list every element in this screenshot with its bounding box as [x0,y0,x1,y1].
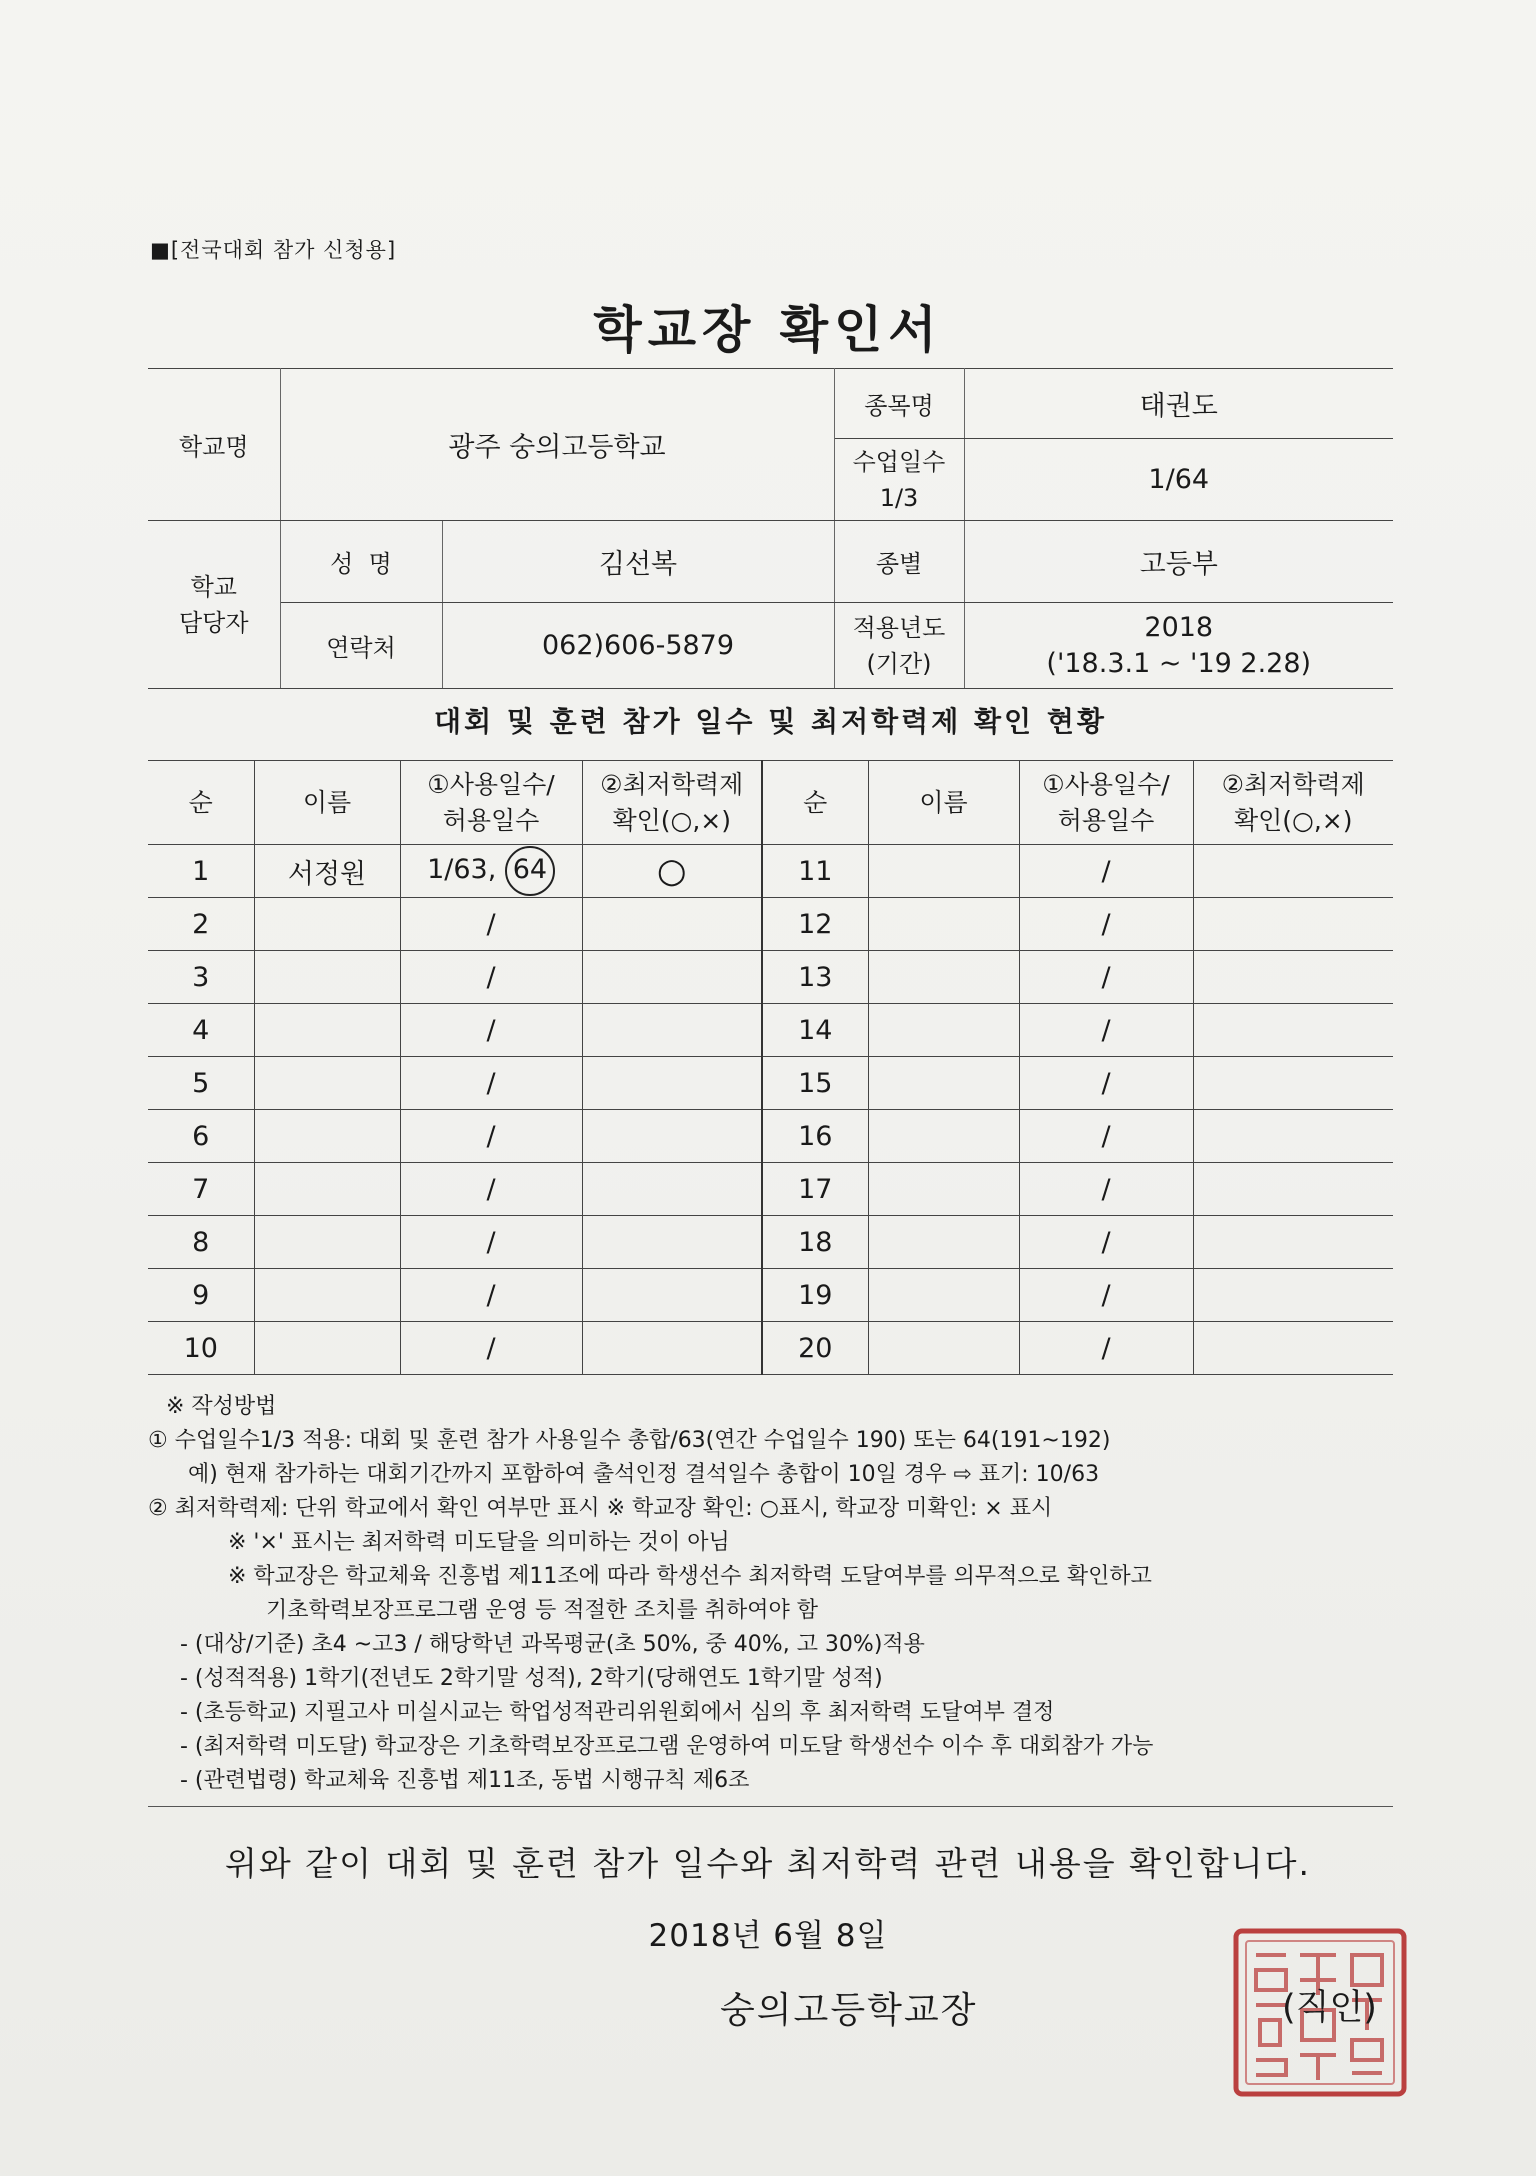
row-name [254,1004,400,1057]
note-line: 예) 현재 참가하는 대회기간까지 포함하여 출석인정 결석일수 총합이 10일 경우 ⇨ 표기: 10/63 [188,1462,1100,1487]
school-label: 학교명 [148,369,280,521]
row-check [582,1163,762,1216]
row-no: 9 [148,1269,254,1322]
row-check-right [1193,1110,1393,1163]
row-name-right [868,845,1019,898]
row-no-right: 13 [762,951,868,1004]
header-no: 순 [148,761,254,845]
table-row [148,1004,1393,1057]
year-value [964,603,1393,689]
row-no-right: 12 [762,898,868,951]
row-days-right: / [1019,1110,1193,1163]
header-days [400,761,582,845]
row-no: 7 [148,1163,254,1216]
table-row [148,1163,1393,1216]
name-value: 김선복 [442,521,834,603]
row-name: 서정원 [254,845,400,898]
row-no: 5 [148,1057,254,1110]
note-line: ※ 학교장은 학교체육 진흥법 제11조에 따라 학생선수 최저학력 도달여부를 의무적으로 확인하고 [228,1564,1152,1589]
note-line: ① 수업일수1/3 적용: 대회 및 훈련 참가 사용일수 총합/63(연간 수업일수 190) 또는 64(191~192) [148,1428,1111,1453]
row-days: / [400,1057,582,1110]
row-days: / [400,1110,582,1163]
division-label: 종별 [834,521,964,603]
contact-label: 연락처 [280,603,442,689]
row-name-right [868,1216,1019,1269]
section-title: 대회 및 훈련 참가 일수 및 최저학력제 확인 현황 [434,705,1107,738]
row-days: / [400,1269,582,1322]
row-check-right [1193,1216,1393,1269]
note-line: - (성적적용) 1학기(전년도 2학기말 성적), 2학기(당해연도 1학기말 성적) [180,1666,883,1691]
header-check-line1: ②최저학력제 [600,769,744,799]
manager-label [148,521,280,689]
row-days: / [400,898,582,951]
header-days-line2: 허용일수 [442,805,540,835]
seal-label: (직인) [1282,1988,1377,2028]
row-name-right [868,898,1019,951]
header-check-right [1193,761,1393,845]
row-name-right [868,1057,1019,1110]
row-name [254,1110,400,1163]
row-name-right [868,1110,1019,1163]
form-tag: ■[전국대회 참가 신청용] [150,238,397,262]
row-check-right [1193,1057,1393,1110]
days-label-line1: 수업일수 [852,447,946,476]
row-no: 4 [148,1004,254,1057]
row-no-right: 20 [762,1322,868,1375]
days-label-line2: 1/3 [879,483,919,512]
notes-heading: ※ 작성방법 [166,1394,277,1419]
row-days-right: / [1019,845,1193,898]
header-name-right: 이름 [868,761,1019,845]
row-check-right [1193,845,1393,898]
row-check [582,1269,762,1322]
table-row [148,951,1393,1004]
row-check [582,951,762,1004]
row-days-right: / [1019,1057,1193,1110]
table-row [148,1057,1393,1110]
row-no: 3 [148,951,254,1004]
row-check [582,1110,762,1163]
divider [148,1806,1393,1807]
table-header-row [148,761,1393,845]
table-row [148,845,1393,898]
year-label-line1: 적용년도 [852,613,946,642]
row-name-right [868,1004,1019,1057]
event-label: 종목명 [834,369,964,439]
year-label-line2: (기간) [866,649,932,678]
row-name [254,1163,400,1216]
row-days-right: / [1019,951,1193,1004]
row-name [254,1322,400,1375]
note-line: - (관련법령) 학교체육 진흥법 제11조, 동법 시행규칙 제6조 [180,1768,750,1793]
confirmation-text: 위와 같이 대회 및 훈련 참가 일수와 최저학력 관련 내용을 확인합니다. [225,1844,1311,1883]
row-days-text: 1/63, [427,854,497,885]
table-row [148,1269,1393,1322]
contact-value: 062)606-5879 [442,603,834,689]
division-value: 고등부 [964,521,1393,603]
row-days-right: / [1019,898,1193,951]
row-check-right [1193,1004,1393,1057]
table-row [148,1110,1393,1163]
principal-signature: 숭의고등학교장 [720,1990,978,2031]
year-value-line2: ('18.3.1 ~ '19 2.28) [1046,647,1312,679]
row-check [582,1004,762,1057]
row-days: / [400,1004,582,1057]
row-days-right: / [1019,1004,1193,1057]
name-label: 성 명 [280,521,442,603]
row-no-right: 17 [762,1163,868,1216]
row-check: ○ [582,845,762,898]
row-days: / [400,1163,582,1216]
header-no-right: 순 [762,761,868,845]
row-name [254,1057,400,1110]
row-no: 10 [148,1322,254,1375]
manager-label-line2: 담당자 [178,608,249,637]
table-row [148,898,1393,951]
row-no: 1 [148,845,254,898]
school-value: 광주 숭의고등학교 [280,369,834,521]
row-days-right: / [1019,1269,1193,1322]
row-check [582,1322,762,1375]
row-days: / [400,1322,582,1375]
info-table [148,368,1393,689]
row-name-right [868,1322,1019,1375]
header-check-right-line2: 확인(○,×) [1233,805,1353,835]
row-name-right [868,1163,1019,1216]
row-no-right: 15 [762,1057,868,1110]
row-days-right: / [1019,1163,1193,1216]
row-check-right [1193,1322,1393,1375]
row-no-right: 16 [762,1110,868,1163]
row-check [582,1057,762,1110]
row-no: 8 [148,1216,254,1269]
header-check-right-line1: ②최저학력제 [1221,769,1365,799]
header-name: 이름 [254,761,400,845]
row-no: 2 [148,898,254,951]
year-value-line1: 2018 [1144,611,1214,643]
table-row [148,1322,1393,1375]
row-check-right [1193,951,1393,1004]
row-name-right [868,951,1019,1004]
header-days-right [1019,761,1193,845]
note-line: ② 최저학력제: 단위 학교에서 확인 여부만 표시 ※ 학교장 확인: ○표시, 학교장 미확인: × 표시 [148,1496,1053,1521]
row-check [582,1216,762,1269]
note-line: - (대상/기준) 초4 ~고3 / 해당학년 과목평균(초 50%, 중 40%, 고 30%)적용 [180,1632,925,1657]
header-check-line2: 확인(○,×) [612,805,731,835]
event-value: 태권도 [964,369,1393,439]
row-check-right [1193,1163,1393,1216]
row-name [254,1269,400,1322]
participation-table [148,760,1393,1375]
header-check [582,761,762,845]
row-days [400,845,582,898]
row-name-right [868,1269,1019,1322]
header-days-right-line1: ①사용일수/ [1042,769,1170,799]
page-title: 학교장 확인서 [593,301,943,359]
row-days-right: / [1019,1216,1193,1269]
table-row [148,1216,1393,1269]
note-line: 기초학력보장프로그램 운영 등 적절한 조치를 취하여야 함 [266,1598,819,1623]
manager-label-line1: 학교 [190,572,237,601]
days-label [834,439,964,521]
row-no: 6 [148,1110,254,1163]
row-no-right: 11 [762,845,868,898]
row-name [254,898,400,951]
row-no-right: 18 [762,1216,868,1269]
row-no-right: 14 [762,1004,868,1057]
row-name [254,951,400,1004]
row-check-right [1193,898,1393,951]
header-days-right-line2: 허용일수 [1057,805,1155,835]
note-line: - (초등학교) 지필고사 미실시교는 학업성적관리위원회에서 심의 후 최저학력 도달여부 결정 [180,1700,1055,1725]
days-value: 1/64 [964,439,1393,521]
header-days-line1: ①사용일수/ [427,769,555,799]
row-name [254,1216,400,1269]
note-line: - (최저학력 미도달) 학교장은 기초학력보장프로그램 운영하여 미도달 학생선수 이수 후 대회참가 가능 [180,1734,1154,1759]
instructions [148,1390,1393,1798]
note-line: ※ '×' 표시는 최저학력 미도달을 의미하는 것이 아님 [228,1530,730,1555]
row-days: / [400,951,582,1004]
row-days-circled: 64 [505,846,555,896]
row-days-right: / [1019,1322,1193,1375]
row-days: / [400,1216,582,1269]
row-check [582,898,762,951]
issue-date: 2018년 6월 8일 [648,1918,888,1954]
row-no-right: 19 [762,1269,868,1322]
row-check-right [1193,1269,1393,1322]
year-label [834,603,964,689]
